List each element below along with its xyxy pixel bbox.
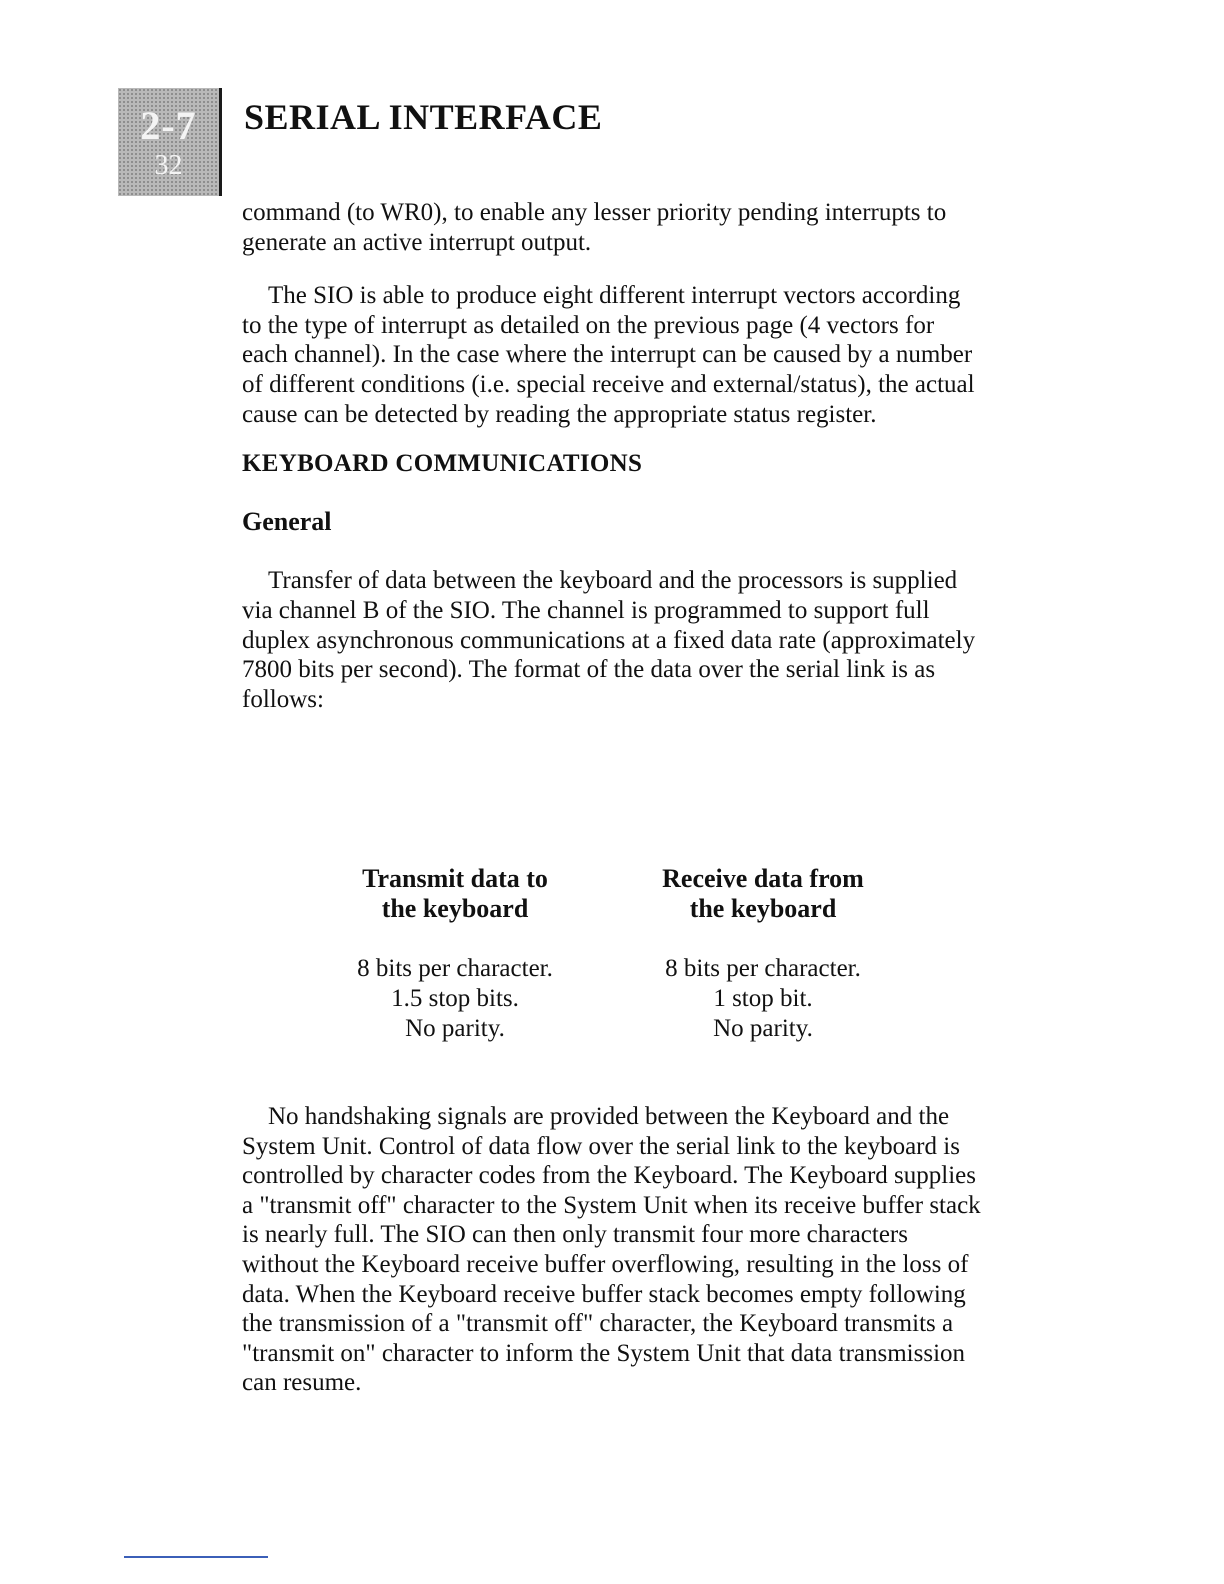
transmit-heading-line2: the keyboard — [381, 894, 529, 923]
paragraph-continuation: command (to WR0), to enable any lesser priority pending interrupts to generate an active interrupt output. — [242, 199, 947, 256]
receive-heading — [608, 864, 918, 924]
page-number: 32 — [154, 150, 183, 181]
transmit-heading — [300, 864, 610, 924]
receive-heading-line2: the keyboard — [689, 894, 837, 923]
paragraph-handshaking: No handshaking signals are provided between the Keyboard and the System Unit. Control of data flow over the serial link to the keyboard is controlled by character codes from the Keyboard. The Keyboard supplies a "transmit off" character to the System Unit when its receive buffer stack is nearly full. The SIO can then only transmit four more characters without the Keyboard receive buffer overflowing, resulting in the loss of data. When the Keyboard receive buffer stack becomes empty following the transmission of a "transmit off" character, the Keyboard transmits a "transmit on" character to inform the System Unit that data transmission can resume. — [242, 1103, 981, 1397]
transmit-heading-line1: Transmit data to — [362, 864, 548, 893]
paragraph-data-transfer: Transfer of data between the keyboard and the processors is supplied via channel B of the SIO. The channel is programmed to support full duplex asynchronous communications at a fixed data rate (approximately 7800 bits per second). The format of the data over the serial link is as follows: — [242, 567, 976, 713]
transmit-bits: 8 bits per character. — [357, 955, 553, 982]
footer-rule — [124, 1556, 268, 1558]
transmit-stop-bits: 1.5 stop bits. — [391, 985, 519, 1012]
section-number: 2-7 — [140, 103, 197, 148]
receive-bits: 8 bits per character. — [665, 955, 861, 982]
body-text — [242, 198, 984, 714]
section-heading: KEYBOARD COMMUNICATIONS — [242, 450, 643, 478]
transmit-parity: No parity. — [405, 1015, 505, 1042]
transmit-column — [300, 864, 610, 1044]
subheading: General — [242, 506, 332, 536]
receive-heading-line1: Receive data from — [662, 864, 864, 893]
page-title: SERIAL INTERFACE — [244, 97, 603, 137]
receive-stop-bits: 1 stop bit. — [713, 985, 813, 1012]
paragraph-interrupt-vectors: The SIO is able to produce eight different interrupt vectors according to the type of interrupt as detailed on the previous page (4 vectors for each channel). In the case where the interrupt can be caused by a number of different conditions (i.e. special receive and external/status), the actual cause can be detected by reading the appropriate status register. — [242, 282, 975, 428]
receive-column — [608, 864, 918, 1044]
section-tab — [118, 88, 222, 196]
body-text-continued — [242, 1102, 984, 1398]
receive-parity: No parity. — [713, 1015, 813, 1042]
